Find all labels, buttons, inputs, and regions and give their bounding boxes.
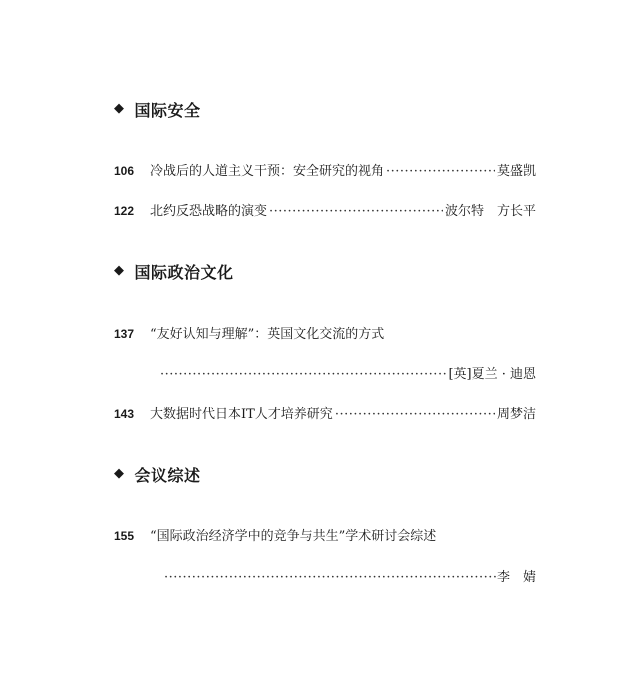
dot-leader: [386, 164, 495, 179]
toc-entry-continuation[interactable]: [160, 363, 536, 382]
page-number: 122: [114, 204, 135, 218]
diamond-bullet-icon: ◆: [114, 101, 125, 116]
section-heading-international-political-culture: [114, 260, 234, 283]
article-author: 周梦洁: [496, 407, 536, 422]
page-number: 106: [114, 164, 135, 178]
dot-leader: [335, 407, 495, 422]
toc-entry[interactable]: [114, 403, 536, 422]
article-title: “国际政治经济学中的竞争与共生”学术研讨会综述: [150, 529, 437, 544]
article-author: [英]夏兰 · 迪恩: [448, 367, 536, 382]
section-heading-international-security: [114, 98, 201, 121]
toc-entry[interactable]: [114, 160, 536, 179]
toc-entry[interactable]: [114, 323, 536, 342]
article-title: “友好认知与理解”：英国文化交流的方式: [150, 327, 385, 342]
section-heading-conference-review: [114, 463, 201, 486]
toc-entry[interactable]: [114, 200, 536, 219]
dot-leader: [164, 570, 497, 585]
article-title: 北约反恐战略的演变: [150, 204, 268, 219]
page-number: 137: [114, 327, 135, 341]
article-author: 李 婧: [496, 570, 536, 585]
diamond-bullet-icon: ◆: [114, 263, 125, 278]
dot-leader: [269, 204, 443, 219]
article-author: 波尔特 方长平: [444, 204, 536, 219]
dot-leader: [160, 367, 448, 382]
section-title: 国际安全: [134, 101, 201, 120]
article-title: 冷战后的人道主义干预：安全研究的视角: [150, 164, 385, 179]
section-title: 国际政治文化: [134, 263, 234, 282]
page-number: 143: [114, 407, 135, 421]
article-author: 莫盛凯: [496, 164, 536, 179]
section-title: 会议综述: [134, 466, 201, 485]
diamond-bullet-icon: ◆: [114, 466, 125, 481]
page-number: 155: [114, 529, 135, 543]
article-title: 大数据时代日本IT人才培养研究: [150, 407, 333, 422]
toc-entry[interactable]: [114, 525, 536, 544]
toc-entry-continuation[interactable]: [164, 566, 536, 585]
